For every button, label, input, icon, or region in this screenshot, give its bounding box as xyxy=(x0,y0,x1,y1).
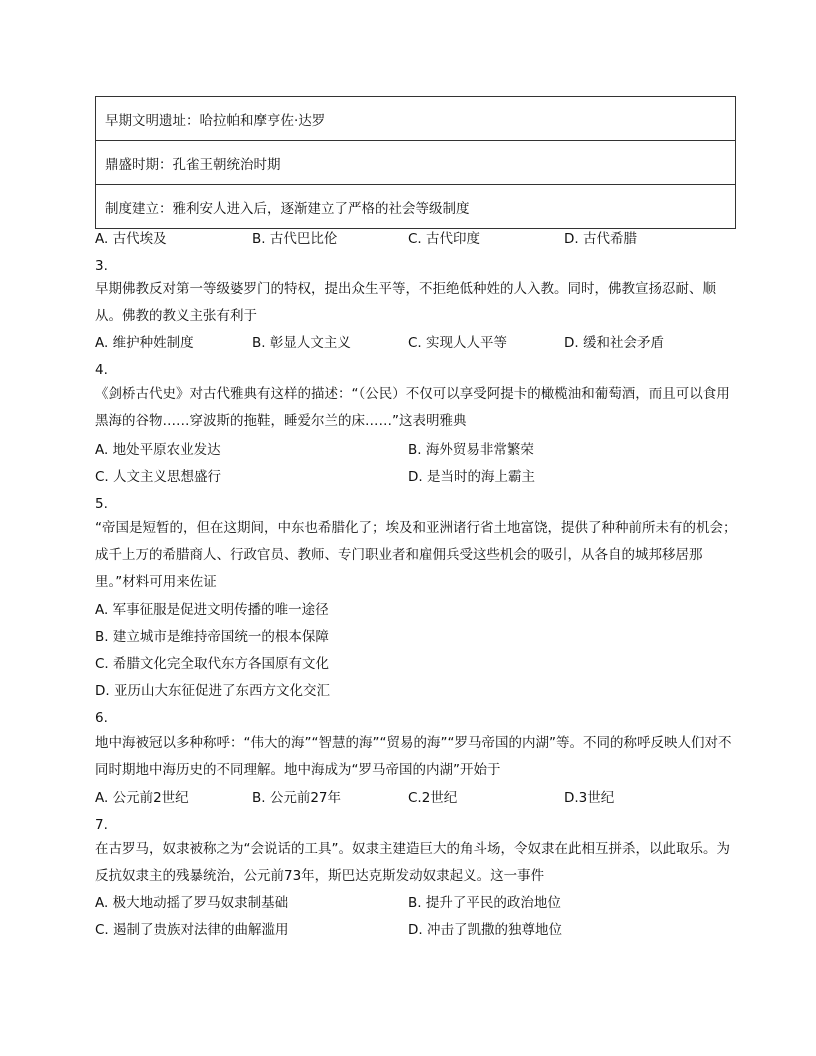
q7-option-c[interactable]: C. 遏制了贵族对法律的曲解滥用 xyxy=(95,922,289,938)
q4-stem: 《剑桥古代史》对古代雅典有这样的描述：“（公民）不仅可以享受阿提卡的橄榄油和葡萄酒，而且可以食用黑海的谷物……穿波斯的拖鞋，睡爱尔兰的床……”这表明雅典 xyxy=(95,386,730,429)
q3-option-a[interactable]: A. 维护种姓制度 xyxy=(95,335,194,351)
q6-stem: 地中海被冠以多种称呼：“伟大的海”“智慧的海”“贸易的海”“罗马帝国的内湖”等。不同的称呼反映人们对不同时期地中海历史的不同理解。地中海成为“罗马帝国的内湖”开始于 xyxy=(95,735,732,778)
q2-option-d[interactable]: D. 古代希腊 xyxy=(564,231,637,247)
q7-option-b[interactable]: B. 提升了平民的政治地位 xyxy=(408,895,561,911)
table-row: 制度建立：雅利安人进入后，逐渐建立了严格的社会等级制度 xyxy=(105,200,470,217)
table-row: 早期文明遗址：哈拉帕和摩亨佐·达罗 xyxy=(96,97,735,141)
q3-number: 3. xyxy=(95,258,108,274)
q6-option-d[interactable]: D.3世纪 xyxy=(564,790,615,806)
q5-option-c[interactable]: C. 希腊文化完全取代东方各国原有文化 xyxy=(95,656,330,672)
q7-stem: 在古罗马，奴隶被称之为“会说话的工具”。奴隶主建造巨大的角斗场，令奴隶在此相互拼杀，以此取乐。为反抗奴隶主的残暴统治，公元前73年，斯巴达克斯发动奴隶起义。这一事件 xyxy=(95,841,730,884)
q5-number: 5. xyxy=(95,496,108,512)
q5-option-b[interactable]: B. 建立城市是维持帝国统一的根本保障 xyxy=(95,629,329,645)
info-table xyxy=(95,96,736,229)
q5-option-d[interactable]: D. 亚历山大东征促进了东西方文化交汇 xyxy=(95,683,330,699)
q2-option-b[interactable]: B. 古代巴比伦 xyxy=(252,231,338,247)
q4-option-d[interactable]: D. 是当时的海上霸主 xyxy=(408,469,535,485)
q2-option-c[interactable]: C. 古代印度 xyxy=(408,231,481,247)
q3-option-d[interactable]: D. 缓和社会矛盾 xyxy=(564,335,664,351)
q7-option-d[interactable]: D. 冲击了凯撒的独尊地位 xyxy=(408,922,562,938)
q6-option-c[interactable]: C.2世纪 xyxy=(408,790,458,806)
q5-option-a[interactable]: A. 军事征服是促进文明传播的唯一途径 xyxy=(95,602,329,618)
q4-option-b[interactable]: B. 海外贸易非常繁荣 xyxy=(408,442,534,458)
q2-option-a[interactable]: A. 古代埃及 xyxy=(95,231,167,247)
q6-option-a[interactable]: A. 公元前2世纪 xyxy=(95,790,189,806)
q6-number: 6. xyxy=(95,710,108,726)
q5-stem: “帝国是短暂的，但在这期间，中东也希腊化了；埃及和亚洲诸行省土地富饶，提供了种种前所未有的机会；成千上万的希腊商人、行政官员、教师、专门职业者和雇佣兵受这些机会的吸引，从各自的城邦移居那里。”材料可用来佐证 xyxy=(95,520,737,590)
q4-option-a[interactable]: A. 地处平原农业发达 xyxy=(95,442,221,458)
q4-number: 4. xyxy=(95,362,108,378)
q6-option-b[interactable]: B. 公元前27年 xyxy=(252,790,342,806)
q3-stem: 早期佛教反对第一等级婆罗门的特权，提出众生平等，不拒绝低种姓的人入教。同时，佛教宣扬忍耐、顺从。佛教的教义主张有利于 xyxy=(95,281,716,324)
table-row: 鼎盛时期：孔雀王朝统治时期 xyxy=(96,141,735,185)
q3-option-c[interactable]: C. 实现人人平等 xyxy=(408,335,508,351)
q7-number: 7. xyxy=(95,817,108,833)
q3-option-b[interactable]: B. 彰显人文主义 xyxy=(252,335,351,351)
q4-option-c[interactable]: C. 人文主义思想盛行 xyxy=(95,469,222,485)
q7-option-a[interactable]: A. 极大地动摇了罗马奴隶制基础 xyxy=(95,895,289,911)
